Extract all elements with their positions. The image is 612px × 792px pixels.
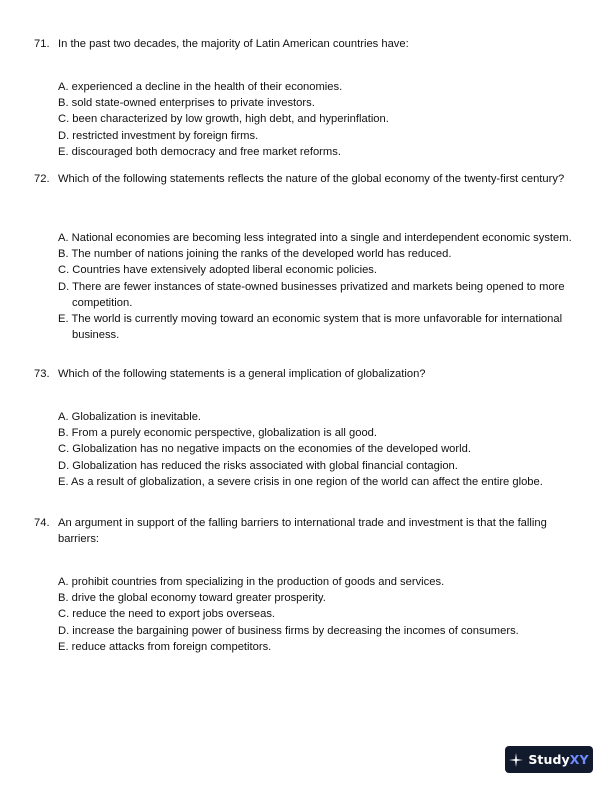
option-c: C. Globalization has no negative impacts on the economies of the developed world. (58, 443, 471, 456)
question-73 (34, 366, 574, 382)
question-text: Which of the following statements reflects the nature of the global economy of the twenty-first century? (58, 173, 565, 185)
option-a: A. prohibit countries from specializing in the production of goods and services. (58, 576, 445, 588)
option-e: E. As a result of globalization, a severe crisis in one region of the world can affect the entire globe. (58, 475, 543, 488)
options-72 (58, 230, 578, 343)
question-74 (34, 515, 574, 547)
option-c: C. reduce the need to export jobs overseas. (58, 608, 276, 621)
question-number: 71. (34, 38, 50, 50)
options-74 (58, 574, 578, 655)
question-number: 73. (34, 368, 50, 380)
option-c: C. been characterized by low growth, high debt, and hyperinflation. (58, 113, 389, 126)
plus-sparkle-icon (509, 753, 523, 767)
option-c: C. Countries have extensively adopted liberal economic policies. (58, 264, 378, 277)
question-stem (34, 36, 574, 52)
option-a: A. Globalization is inevitable. (58, 411, 202, 423)
option-e: E. reduce attacks from foreign competitors. (58, 640, 272, 653)
option-d: D. Globalization has reduced the risks associated with global financial contagion. (58, 459, 458, 472)
question-number: 74. (34, 517, 50, 529)
studyxy-logo-text (528, 753, 588, 767)
question-stem (34, 171, 574, 187)
options-73 (58, 409, 578, 490)
question-71 (34, 36, 574, 52)
question-text: An argument in support of the falling barriers to international trade and investment is that the falling barriers: (58, 517, 547, 546)
option-b: B. From a purely economic perspective, globalization is all good. (58, 427, 378, 440)
brand-accent: XY (569, 751, 589, 767)
question-72 (34, 171, 574, 187)
question-stem (34, 366, 574, 382)
question-text: Which of the following statements is a general implication of globalization? (58, 368, 426, 380)
option-a: A. National economies are becoming less integrated into a single and interdependent economic system. (58, 232, 572, 244)
brand-main: Study (528, 751, 570, 767)
option-d: D. increase the bargaining power of business firms by decreasing the incomes of consumers. (58, 624, 519, 637)
question-text: In the past two decades, the majority of Latin American countries have: (58, 38, 409, 50)
question-stem (34, 515, 574, 547)
option-a: A. experienced a decline in the health of their economies. (58, 81, 343, 93)
option-b: B. sold state-owned enterprises to private investors. (58, 97, 315, 110)
option-e: E. The world is currently moving toward an economic system that is more unfavorable for international business. (58, 313, 563, 342)
option-d: D. restricted investment by foreign firms. (58, 129, 259, 142)
options-71 (58, 79, 578, 160)
option-e: E. discouraged both democracy and free market reforms. (58, 145, 341, 158)
question-number: 72. (34, 173, 50, 185)
studyxy-badge[interactable] (505, 746, 593, 773)
option-b: B. drive the global economy toward greater prosperity. (58, 592, 326, 605)
option-d: D. There are fewer instances of state-owned businesses privatized and markets being opened to more competition. (58, 280, 565, 309)
option-b: B. The number of nations joining the ranks of the developed world has reduced. (58, 248, 452, 261)
